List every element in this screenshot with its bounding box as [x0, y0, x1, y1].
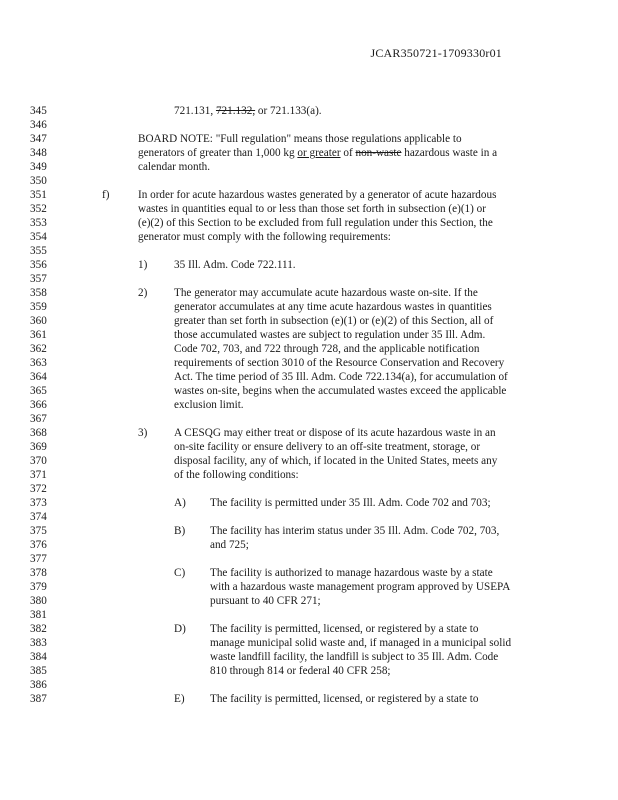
line-number: 374 — [30, 511, 47, 523]
board-note: BOARD NOTE: "Full regulation" means those regulations applicable to — [138, 133, 462, 145]
line-number: 377 — [30, 553, 47, 565]
subitem-label: B) — [174, 525, 186, 537]
line-number: 383 — [30, 637, 47, 649]
text-line: wastes in quantities equal to or less than those set forth in subsection (e)(1) or — [138, 203, 486, 215]
text-line: The facility has interim status under 35 Ill. Adm. Code 702, 703, — [210, 525, 500, 537]
text-line: manage municipal solid waste and, if managed in a municipal solid — [210, 637, 512, 649]
line-number: 363 — [30, 357, 47, 369]
text-line: of the following conditions: — [174, 469, 299, 481]
line-number: 347 — [30, 133, 47, 145]
line-number: 366 — [30, 399, 47, 411]
text-line: pursuant to 40 CFR 271; — [210, 595, 321, 607]
text-line: disposal facility, any of which, if located in the United States, meets any — [174, 455, 498, 467]
text-line: calendar month. — [138, 161, 211, 173]
document-header: JCAR350721-1709330r01 — [370, 46, 502, 60]
text-line: The facility is permitted, licensed, or registered by a state to — [210, 693, 479, 705]
text-line: Act. The time period of 35 Ill. Adm. Code 722.134(a), for accumulation of — [174, 371, 508, 383]
subitem-label: C) — [174, 567, 186, 579]
text-line: In order for acute hazardous wastes generated by a generator of acute hazardous — [138, 189, 497, 201]
item-label: 3) — [138, 427, 148, 439]
line-number: 364 — [30, 371, 47, 383]
text-line: with a hazardous waste management program approved by USEPA — [210, 581, 511, 593]
item-label: 1) — [138, 259, 148, 271]
line-number: 386 — [30, 679, 47, 691]
text-line: generators of greater than 1,000 kg or greater of non-waste hazardous waste in a — [138, 147, 498, 159]
text-line: The facility is permitted, licensed, or registered by a state to — [210, 623, 479, 635]
text-line: The facility is authorized to manage hazardous waste by a state — [210, 567, 493, 579]
text-line: 721.131, 721.132, or 721.133(a). — [174, 105, 322, 117]
subitem-label: A) — [174, 497, 186, 509]
line-number: 365 — [30, 385, 47, 397]
line-number: 357 — [30, 273, 47, 285]
line-number: 362 — [30, 343, 47, 355]
subitem-label: E) — [174, 693, 185, 705]
text-line: on-site facility or ensure delivery to an off-site treatment, storage, or — [174, 441, 481, 453]
line-number: 348 — [30, 147, 47, 159]
text-line: and 725; — [210, 539, 249, 551]
line-number: 375 — [30, 525, 47, 537]
text-line: A CESQG may either treat or dispose of its acute hazardous waste in an — [174, 427, 496, 439]
line-number: 379 — [30, 581, 47, 593]
line-number: 358 — [30, 287, 47, 299]
item-label: 2) — [138, 287, 148, 299]
subitem-label: D) — [174, 623, 186, 635]
text-line: waste landfill facility, the landfill is subject to 35 Ill. Adm. Code — [210, 651, 499, 663]
line-number: 381 — [30, 609, 47, 621]
subsection-label: f) — [102, 189, 110, 201]
text-line: greater than set forth in subsection (e)(1) or (e)(2) of this Section, all of — [174, 315, 494, 327]
line-number: 370 — [30, 455, 47, 467]
text-line: generator must comply with the following requirements: — [138, 231, 391, 243]
line-number: 387 — [30, 693, 47, 705]
line-number: 384 — [30, 651, 47, 663]
line-number: 345 — [30, 105, 47, 117]
line-number: 356 — [30, 259, 47, 271]
line-number: 382 — [30, 623, 47, 635]
line-number: 360 — [30, 315, 47, 327]
text-line: Code 702, 703, and 722 through 728, and the applicable notification — [174, 343, 480, 355]
deleted-text: non-waste — [355, 147, 402, 159]
deleted-text: 721.132, — [215, 105, 256, 117]
text-line: those accumulated wastes are subject to regulation under 35 Ill. Adm. — [174, 329, 486, 341]
line-number: 351 — [30, 189, 47, 201]
text-line: (e)(2) of this Section to be excluded from full regulation under this Section, the — [138, 217, 493, 229]
line-number: 350 — [30, 175, 47, 187]
line-number: 361 — [30, 329, 47, 341]
text-line: exclusion limit. — [174, 399, 244, 411]
line-number: 354 — [30, 231, 47, 243]
line-number: 371 — [30, 469, 47, 481]
text-line: wastes on-site, begins when the accumulated wastes exceed the applicable — [174, 385, 507, 397]
text-line: requirements of section 3010 of the Resource Conservation and Recovery — [174, 357, 505, 369]
line-number: 376 — [30, 539, 47, 551]
text-line: The generator may accumulate acute hazardous waste on-site. If the — [174, 287, 478, 299]
line-number: 353 — [30, 217, 47, 229]
line-number: 373 — [30, 497, 47, 509]
line-number: 352 — [30, 203, 47, 215]
text-line: 810 through 814 or federal 40 CFR 258; — [210, 665, 391, 677]
line-number: 369 — [30, 441, 47, 453]
line-number: 372 — [30, 483, 47, 495]
line-number: 378 — [30, 567, 47, 579]
text-line: 35 Ill. Adm. Code 722.111. — [174, 259, 296, 271]
line-number: 346 — [30, 119, 47, 131]
text-line: generator accumulates at any time acute hazardous wastes in quantities — [174, 301, 492, 313]
text-line: The facility is permitted under 35 Ill. Adm. Code 702 and 703; — [210, 497, 491, 509]
line-number: 385 — [30, 665, 47, 677]
line-number: 355 — [30, 245, 47, 257]
line-number: 380 — [30, 595, 47, 607]
line-number: 367 — [30, 413, 47, 425]
inserted-text: or greater — [297, 147, 341, 159]
line-number: 349 — [30, 161, 47, 173]
line-number: 359 — [30, 301, 47, 313]
line-number: 368 — [30, 427, 47, 439]
